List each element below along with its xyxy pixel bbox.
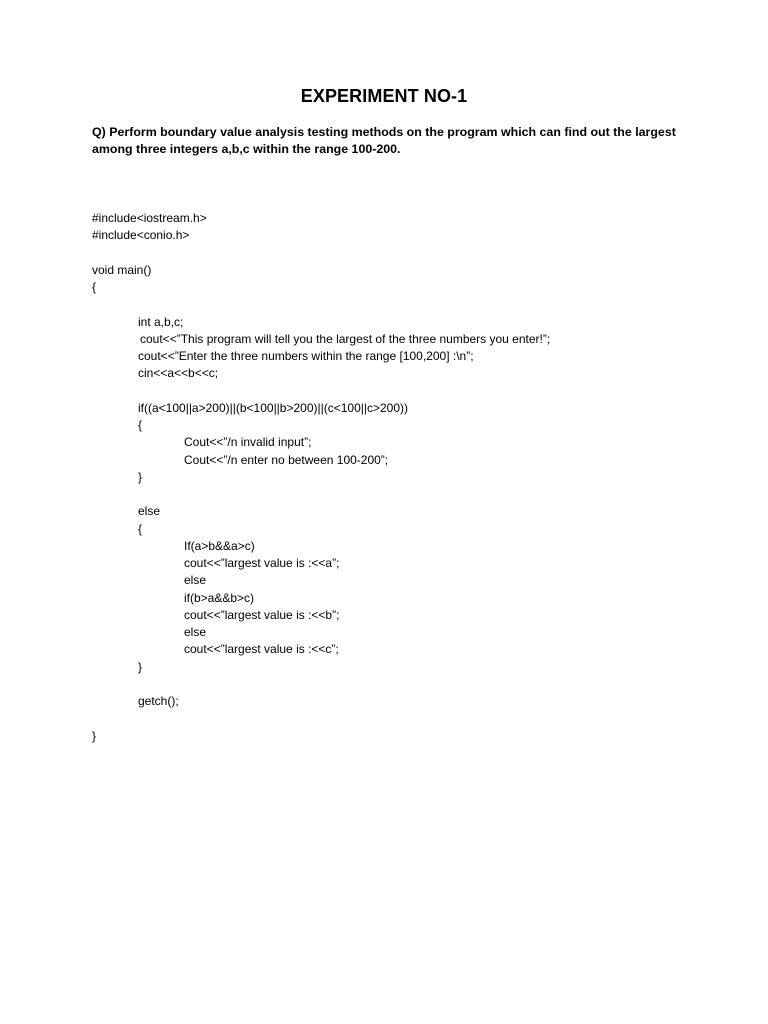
- code-line: int a,b,c;: [138, 314, 184, 329]
- code-line: cout<<”This program will tell you the largest of the three numbers you enter!”;: [140, 331, 551, 346]
- code-line: cout<<”largest value is :<<b”;: [184, 607, 340, 622]
- code-line: {: [138, 521, 143, 536]
- code-line: cout<<”largest value is :<<a”;: [184, 556, 340, 570]
- code-line: cout<<”Enter the three numbers within the range [100,200] :\n”;: [138, 349, 474, 363]
- code-line: cin<<a<<b<<c;: [138, 366, 219, 381]
- code-line: else: [184, 573, 207, 588]
- code-line: getch();: [138, 694, 179, 708]
- code-line: }: [138, 469, 143, 484]
- code-listing: [92, 210, 692, 745]
- page-title: EXPERIMENT NO-1: [300, 86, 468, 106]
- code-line: cout<<”largest value is :<<c”;: [184, 642, 339, 657]
- code-line: }: [92, 728, 97, 743]
- code-line: Cout<<”/n invalid input”;: [184, 435, 312, 450]
- code-line: {: [138, 418, 143, 432]
- question-text: Perform boundary value analysis testing methods on the program which can find out the largest among three integers a,b,c within the range 100-200.: [92, 125, 676, 157]
- question-paragraph: [92, 124, 692, 158]
- code-line: {: [92, 280, 97, 294]
- code-line: }: [138, 659, 143, 674]
- code-line: else: [138, 504, 161, 519]
- code-blank-line: [92, 710, 692, 727]
- code-line: #include<conio.h>: [92, 228, 190, 243]
- code-blank-line: [92, 383, 692, 400]
- code-blank-line: [92, 296, 692, 313]
- code-blank-line: [92, 676, 692, 693]
- code-blank-line: [92, 486, 692, 503]
- code-blank-line: [92, 245, 692, 262]
- question-label: Q): [92, 125, 106, 139]
- code-line: if((a<100||a>200)||(b<100||b>200)||(c<100||c>200)): [138, 400, 409, 415]
- code-line: Cout<<”/n enter no between 100-200”;: [184, 452, 389, 467]
- code-line: if(b>a&&b>c): [184, 590, 255, 605]
- code-line: else: [184, 625, 207, 639]
- code-line: void main(): [92, 262, 152, 277]
- code-line: #include<iostream.h>: [92, 211, 207, 225]
- code-line: If(a>b&&a>c): [184, 538, 255, 553]
